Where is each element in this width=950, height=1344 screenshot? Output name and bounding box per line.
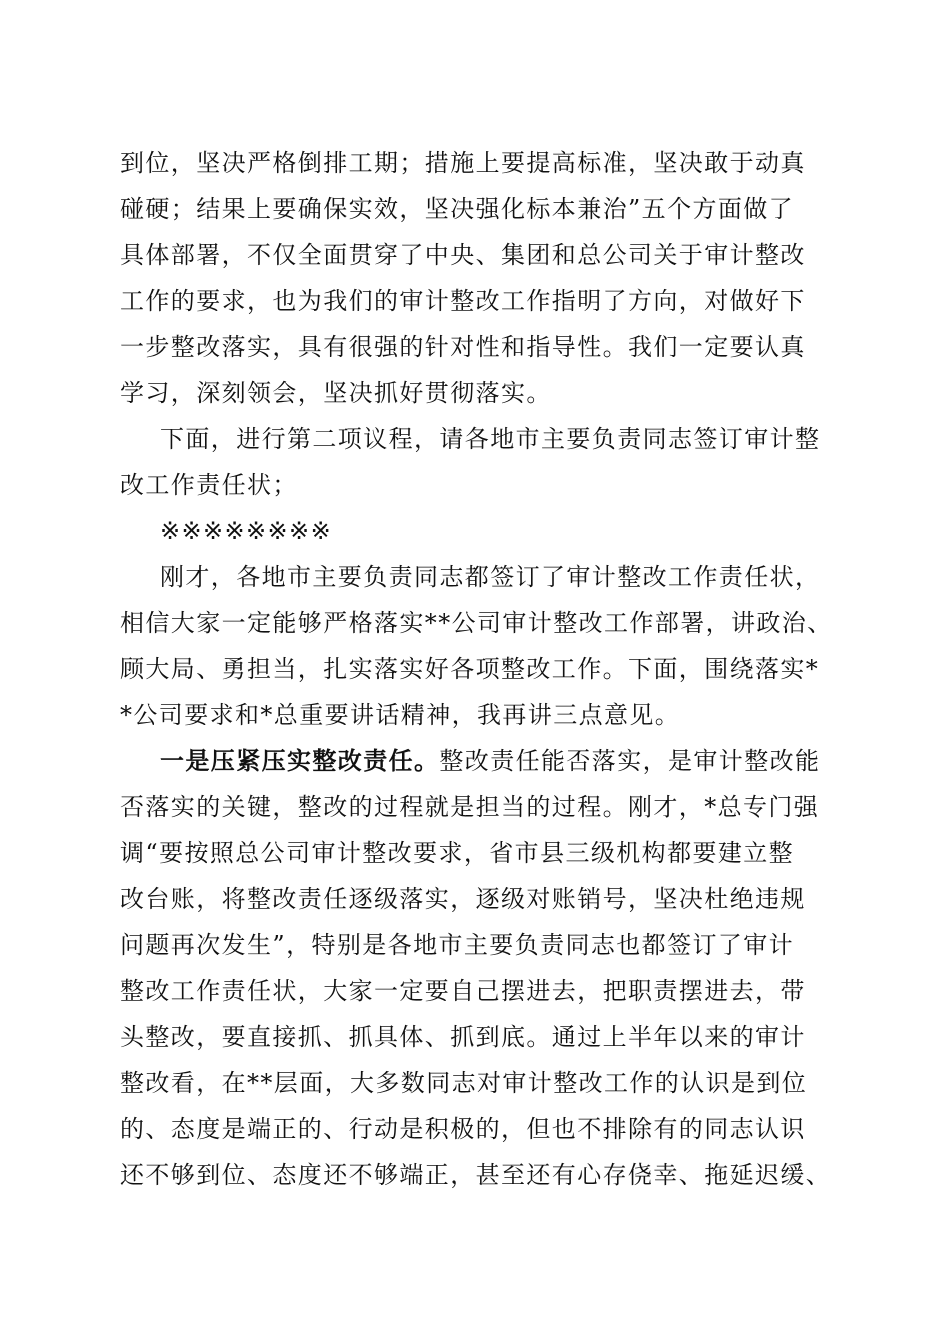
text-line: 头整改，要直接抓、抓具体、抓到底。通过上半年以来的审计 bbox=[120, 1023, 806, 1051]
text-line: 问题再次发生”，特别是各地市主要负责同志也都签订了审计 bbox=[120, 931, 795, 959]
text-line: 调“要按照总公司审计整改要求，省市县三级机构都要建立整 bbox=[120, 839, 795, 867]
text-line: 具体部署，不仅全面贯穿了中央、集团和总公司关于审计整改 bbox=[120, 241, 806, 269]
text-line: 下面，进行第二项议程，请各地市主要负责同志签订审计整 bbox=[160, 425, 821, 453]
text-line: 的、态度是端正的、行动是积极的，但也不排除有的同志认识 bbox=[120, 1115, 806, 1143]
text-line: *公司要求和*总重要讲话精神，我再讲三点意见。 bbox=[120, 701, 681, 729]
text-line: 顾大局、勇担当，扎实落实好各项整改工作。下面，围绕落实* bbox=[120, 655, 820, 683]
text-line: 否落实的关键，整改的过程就是担当的过程。刚才，*总专门强 bbox=[120, 793, 820, 821]
text-line: 整改看，在**层面，大多数同志对审计整改工作的认识是到位 bbox=[120, 1069, 808, 1097]
text-span: 整改责任能否落实，是审计整改能 bbox=[439, 747, 821, 775]
text-line: 相信大家一定能够严格落实**公司审计整改工作部署，讲政治、 bbox=[120, 609, 833, 637]
text-line: 学习，深刻领会，坚决抓好贯彻落实。 bbox=[120, 379, 552, 407]
text-line: 一步整改落实，具有很强的针对性和指导性。我们一定要认真 bbox=[120, 333, 806, 361]
text-line: 还不够到位、态度还不够端正，甚至还有心存侥幸、拖延迟缓、 bbox=[120, 1161, 832, 1189]
text-line bbox=[160, 744, 840, 778]
text-line: 到位，坚决严格倒排工期；措施上要提高标准，坚决敢于动真 bbox=[120, 149, 806, 177]
text-line: 刚才，各地市主要负责同志都签订了审计整改工作责任状， bbox=[160, 563, 821, 591]
text-line: 碰硬；结果上要确保实效，坚决强化标本兼治”五个方面做了 bbox=[120, 195, 795, 223]
text-line: 整改工作责任状，大家一定要自己摆进去，把职责摆进去，带 bbox=[120, 977, 806, 1005]
separator-marks: ※※※※※※※※ bbox=[160, 517, 333, 545]
text-line: 改台账，将整改责任逐级落实，逐级对账销号，坚决杜绝违规 bbox=[120, 885, 806, 913]
text-line: 改工作责任状； bbox=[120, 471, 298, 499]
text-line: 工作的要求，也为我们的审计整改工作指明了方向，对做好下 bbox=[120, 287, 806, 315]
section-heading: 一是压紧压实整改责任。 bbox=[160, 746, 440, 775]
